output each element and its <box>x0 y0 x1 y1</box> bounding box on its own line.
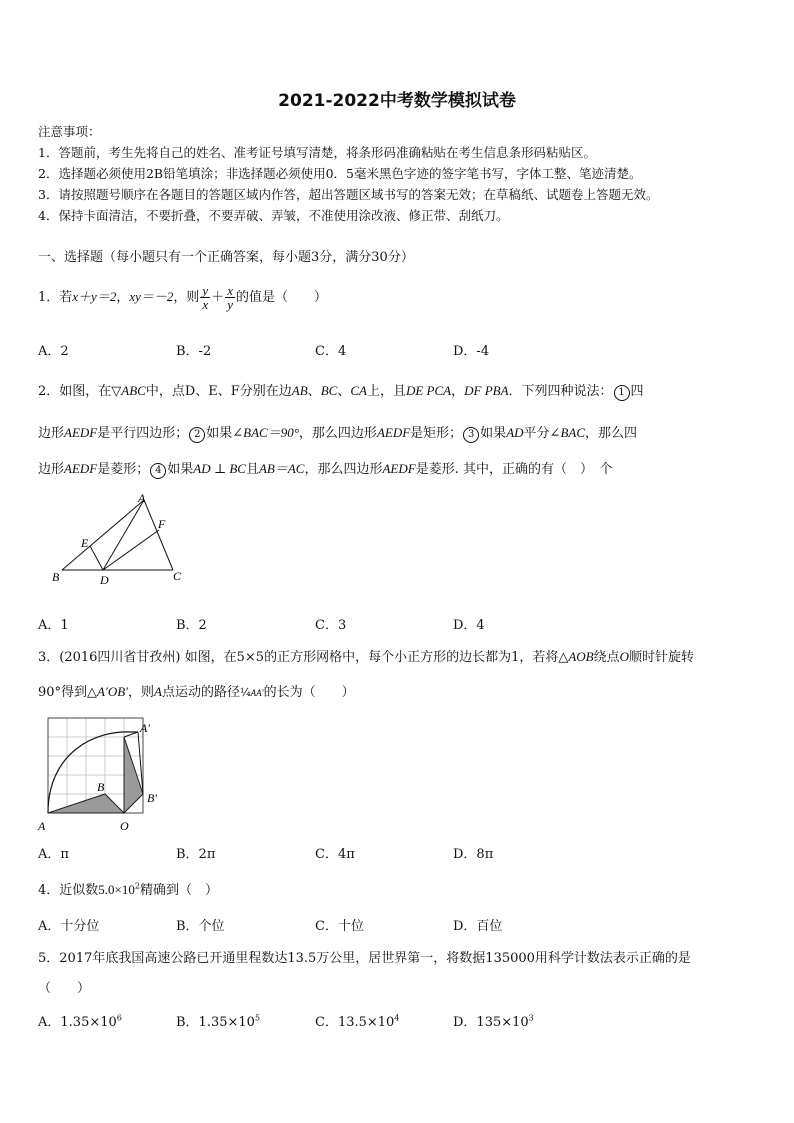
q1-text: 1．若 <box>38 290 73 305</box>
option-text: B．1.35×10 <box>176 1015 255 1030</box>
q5-option-c <box>315 1011 399 1030</box>
question-5-line-2: （ ） <box>38 981 91 996</box>
q3-text: 的长为（ ） <box>263 685 355 700</box>
q2-option-d: D．4 <box>453 618 485 633</box>
notes-item: 2．选择题必须使用2B铅笔填涂；非选择题必须使用0．5毫米黑色字迹的签字笔书写，字体工整、笔迹清楚。 <box>38 166 642 181</box>
q1-fraction <box>200 284 210 311</box>
q4-exponent: 2 <box>134 881 140 891</box>
segment-df <box>103 530 159 570</box>
q4-expr: 5.0×10 <box>98 882 135 897</box>
question-3-line-1 <box>38 646 694 665</box>
option-text: D．135×10 <box>453 1015 529 1030</box>
q2-expr: DF PBA <box>464 383 509 398</box>
label-c: C <box>173 569 182 583</box>
q3-text: 90°得到 <box>38 685 88 700</box>
q2-expr: AEDF <box>376 425 411 440</box>
q5-option-a <box>38 1011 122 1030</box>
q3-option-d: D．8π <box>453 847 494 862</box>
q1-expr: xy＝－2 <box>129 289 174 304</box>
page-title: 2021-2022中考数学模拟试卷 <box>278 91 516 111</box>
q2-text: 边形 <box>38 426 65 441</box>
q2-text: 中，点D、E、F分别在边 <box>145 384 292 399</box>
option-text: A．1.35×10 <box>38 1015 117 1030</box>
q2-text: 、 <box>337 384 351 399</box>
question-2-line-1 <box>38 380 644 401</box>
numerator: y <box>202 283 209 298</box>
q4-text: 精确到（ ） <box>139 883 218 898</box>
q2-text: 且 <box>245 462 259 477</box>
q2-text: ，那么四边形 <box>304 462 383 477</box>
q2-expr: DE PCA <box>405 383 452 398</box>
label-e: E <box>81 536 89 550</box>
q3-text: 点运动的路径 <box>161 685 240 700</box>
q2-triangle-figure <box>48 490 193 590</box>
q2-text: 如果 <box>167 462 194 477</box>
q3-text: 顺时针旋转 <box>629 650 695 665</box>
q2-text: 上，且 <box>366 384 406 399</box>
notes-item: 4．保持卡面清洁，不要折叠，不要弄破、弄皱，不准使用涂改液、修正带、刮纸刀。 <box>38 208 509 223</box>
question-5-line-1: 5．2017年底我国高速公路已开通里程数达13.5万公里，居世界第一，将数据135000用科学计数法表示正确的是 <box>38 951 691 966</box>
question-4 <box>38 879 218 898</box>
q2-text: 边形 <box>38 462 65 477</box>
option-text: C．13.5×10 <box>315 1015 395 1030</box>
label-b: B <box>97 780 105 794</box>
q2-text: 2．如图，在 <box>38 384 112 399</box>
label-b-prime: B′ <box>147 791 157 805</box>
label-a: A <box>38 819 46 833</box>
q4-text: 4．近似数 <box>38 883 99 898</box>
q2-expr: ∠BAC＝90° <box>232 425 299 440</box>
q1-option-a: A．2 <box>38 344 69 359</box>
q1-text: 的值是（ ） <box>235 290 327 305</box>
label-d: D <box>100 573 109 587</box>
label-a: A <box>138 491 146 505</box>
numerator: x <box>227 283 233 298</box>
plus-sign: ＋ <box>211 290 225 305</box>
question-1 <box>38 280 327 314</box>
q4-option-c: C．十位 <box>315 919 364 934</box>
q3-text: 3．(2016四川省甘孜州) 如图，在5×5的正方形网格中，每个小正方形的边长都为1，若将 <box>38 650 559 665</box>
q3-expr: A <box>154 684 162 699</box>
q2-text: 是矩形； <box>410 426 463 441</box>
question-2-line-3 <box>38 458 612 479</box>
segment-ab <box>62 500 144 570</box>
denominator: x <box>202 297 209 312</box>
q3-option-c: C．4π <box>315 847 355 862</box>
segment-de <box>90 546 103 570</box>
q1-option-c: C．4 <box>315 344 347 359</box>
q2-text: ， <box>451 384 465 399</box>
label-f: F <box>158 517 166 531</box>
q2-expr: AB＝AC <box>258 461 305 476</box>
q2-expr: AD <box>506 425 524 440</box>
q2-text: 是菱形； <box>97 462 150 477</box>
q2-text: 平分 <box>523 426 550 441</box>
label-b: B <box>52 570 60 584</box>
q3-expr: O <box>619 649 630 664</box>
q2-text: 四 <box>630 384 644 399</box>
question-3-line-2 <box>38 681 355 700</box>
q2-text: 是菱形. 其中，正确的有（ ） 个 <box>415 462 613 477</box>
q2-text: ．下列四种说法： <box>508 384 613 399</box>
q2-text: 、 <box>307 384 321 399</box>
q2-text: ，那么四边形 <box>298 426 377 441</box>
q2-option-a: A．1 <box>38 618 69 633</box>
q2-option-c: C．3 <box>315 618 347 633</box>
option-exponent: 6 <box>116 1013 122 1023</box>
denominator: y <box>227 297 233 312</box>
q3-option-b: B．2π <box>176 847 216 862</box>
circled-number: 4 <box>150 463 166 479</box>
segment-ad <box>103 500 144 570</box>
q2-text: 如果 <box>206 426 233 441</box>
q2-expr: AD ⊥ BC <box>193 461 246 476</box>
notes-heading: 注意事项： <box>38 124 101 139</box>
q3-grid-figure <box>36 712 166 837</box>
q2-option-b: B．2 <box>176 618 207 633</box>
circled-number: 2 <box>189 427 205 443</box>
label-a-prime: A′ <box>140 721 150 735</box>
q3-text: ，则 <box>128 685 155 700</box>
q3-expr: △A′OB′ <box>87 684 129 699</box>
q2-expr: AEDF <box>382 461 416 476</box>
circled-number: 1 <box>614 385 630 401</box>
q3-expr: AA′ <box>250 688 264 698</box>
q1-fraction <box>225 284 235 311</box>
q2-text: ，那么四 <box>585 426 638 441</box>
arc-symbol: ¼ <box>240 686 251 699</box>
q4-option-b: B．个位 <box>176 919 225 934</box>
q2-expr: BC <box>320 383 338 398</box>
q1-option-b: B．-2 <box>176 344 212 359</box>
notes-item: 3．请按照题号顺序在各题目的答题区域内作答，超出答题区域书写的答案无效；在草稿纸、试题卷上答题无效。 <box>38 187 659 202</box>
q1-text: ，则 <box>173 290 200 305</box>
option-exponent: 3 <box>528 1013 534 1023</box>
q1-option-d: D．-4 <box>453 344 490 359</box>
q2-expr: AEDF <box>64 461 98 476</box>
q5-option-d <box>453 1011 534 1030</box>
q2-text: 是平行四边形； <box>97 426 189 441</box>
q3-text: 绕点 <box>593 650 620 665</box>
section-heading: 一、选择题（每小题只有一个正确答案，每小题3分，满分30分） <box>38 250 414 265</box>
q4-option-a: A．十分位 <box>38 919 100 934</box>
q5-option-b <box>176 1011 260 1030</box>
segment-to-a-prime <box>124 732 138 737</box>
q2-expr: ▽ABC <box>111 383 146 398</box>
question-2-line-2 <box>38 422 637 443</box>
q1-text: ， <box>116 290 130 305</box>
segment-ac <box>144 500 173 570</box>
q3-expr: △AOB <box>558 649 594 664</box>
q1-expr: x＋y＝2 <box>72 289 117 304</box>
q2-text: 如果 <box>480 426 507 441</box>
q3-option-a: A．π <box>38 847 69 862</box>
option-exponent: 4 <box>394 1013 400 1023</box>
label-o: O <box>120 819 129 833</box>
q4-option-d: D．百位 <box>453 919 503 934</box>
q2-expr: CA <box>350 383 367 398</box>
circled-number: 3 <box>463 427 479 443</box>
q2-expr: ∠BAC <box>549 425 585 440</box>
q2-expr: AB <box>291 383 308 398</box>
q2-expr: AEDF <box>64 425 98 440</box>
notes-item: 1．答题前，考生先将自己的姓名、准考证号填写清楚，将条形码准确粘贴在考生信息条形码粘贴区。 <box>38 145 596 160</box>
option-exponent: 5 <box>254 1013 261 1023</box>
